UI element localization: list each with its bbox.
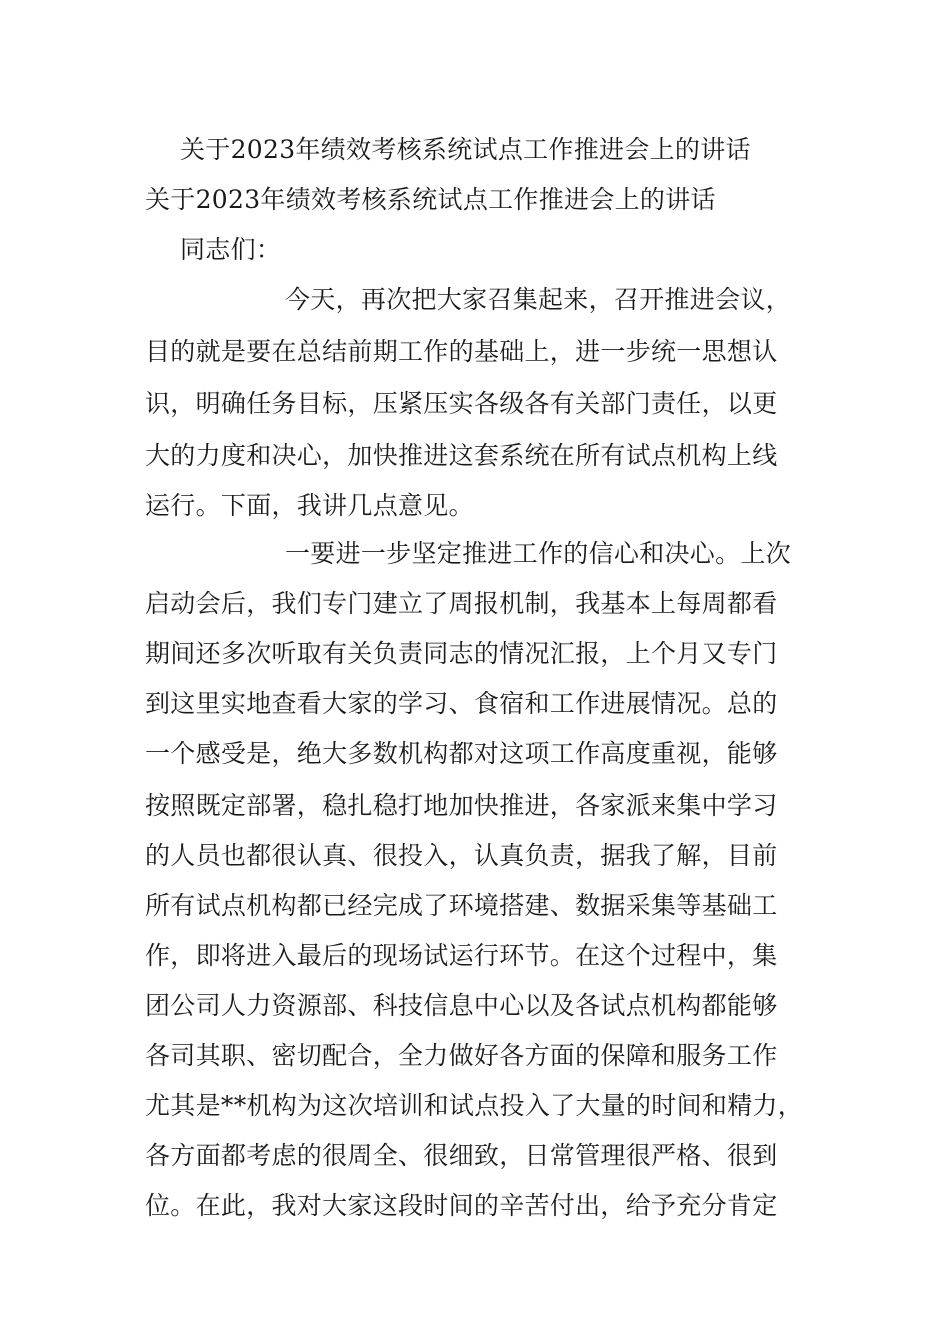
paragraph-line: 团公司人力资源部、科技信息中心以及各试点机构都能够 — [145, 991, 778, 1020]
paragraph-line: 目的就是要在总结前期工作的基础上，进一步统一思想认 — [145, 337, 778, 366]
paragraph-line: 识，明确任务目标，压紧压实各级各有关部门责任，以更 — [145, 389, 778, 418]
paragraph-line: 尤其是**机构为这次培训和试点投入了大量的时间和精力， — [145, 1091, 804, 1120]
paragraph-line: 到这里实地查看大家的学习、食宿和工作进展情况。总的 — [145, 689, 778, 718]
paragraph-line: 期间还多次听取有关负责同志的情况汇报，上个月又专门 — [145, 639, 778, 668]
paragraph-line: 位。在此，我对大家这段时间的辛苦付出，给予充分肯定 — [145, 1191, 778, 1220]
paragraph-line: 的人员也都很认真、很投入，认真负责，据我了解，目前 — [145, 841, 778, 870]
paragraph-line: 按照既定部署，稳扎稳打地加快推进，各家派来集中学习 — [145, 791, 778, 820]
document-title: 关于2023年绩效考核系统试点工作推进会上的讲话 — [180, 135, 751, 164]
paragraph-line: 一个感受是，绝大多数机构都对这项工作高度重视，能够 — [145, 739, 778, 768]
paragraph-line: 一要进一步坚定推进工作的信心和决心。上次 — [285, 539, 792, 568]
paragraph-line: 今天，再次把大家召集起来，召开推进会议， — [285, 285, 792, 314]
paragraph-line: 启动会后，我们专门建立了周报机制，我基本上每周都看 — [145, 589, 778, 618]
paragraph-line: 各方面都考虑的很周全、很细致，日常管理很严格、很到 — [145, 1141, 778, 1170]
document-title-repeat: 关于2023年绩效考核系统试点工作推进会上的讲话 — [145, 185, 716, 214]
paragraph-line: 所有试点机构都已经完成了环境搭建、数据采集等基础工 — [145, 891, 778, 920]
paragraph-line: 各司其职、密切配合，全力做好各方面的保障和服务工作 — [145, 1041, 778, 1070]
paragraph-line: 大的力度和决心，加快推进这套系统在所有试点机构上线 — [145, 441, 778, 470]
paragraph-line: 作，即将进入最后的现场试运行环节。在这个过程中，集 — [145, 941, 778, 970]
paragraph-line: 运行。下面，我讲几点意见。 — [145, 491, 474, 520]
salutation: 同志们： — [180, 235, 282, 264]
